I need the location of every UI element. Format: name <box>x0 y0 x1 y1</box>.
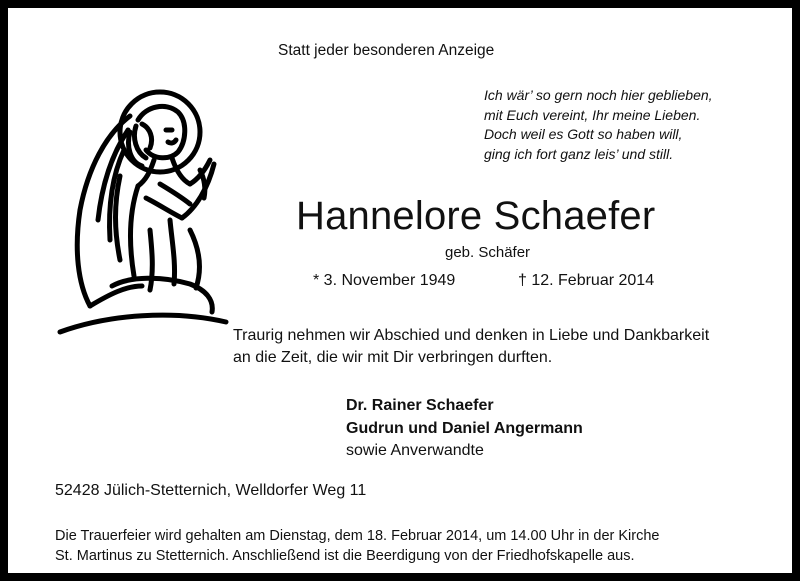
poem-line: Doch weil es Gott so haben will, <box>484 126 683 142</box>
funeral-details <box>55 526 659 566</box>
mourner-name: Dr. Rainer Schaefer <box>346 397 494 414</box>
poem-line: Ich wär’ so gern noch hier geblieben, <box>484 87 713 103</box>
death-date: † 12. Februar 2014 <box>518 272 655 289</box>
notice-header: Statt jeder besonderen Anzeige <box>278 42 495 59</box>
message-line: an die Zeit, die wir mit Dir verbringen durften. <box>233 349 553 366</box>
mourner-relatives: sowie Anverwandte <box>346 442 484 459</box>
poem-line: mit Euch vereint, Ihr meine Lieben. <box>484 106 701 123</box>
mourner-name: Gudrun und Daniel Angermann <box>346 419 583 437</box>
praying-angel-icon <box>50 80 236 345</box>
birth-date: * 3. November 1949 <box>313 272 456 289</box>
address: 52428 Jülich-Stetternich, Welldorfer Weg 11 <box>55 482 367 499</box>
poem-line: ging ich fort ganz leis’ und still. <box>484 145 674 162</box>
message-line: Traurig nehmen wir Abschied und denken in Liebe und Dankbarkeit <box>233 327 710 344</box>
birth-name: geb. Schäfer <box>445 244 531 261</box>
mourning-message <box>233 325 709 369</box>
mourners-list <box>346 395 583 463</box>
funeral-line: St. Martinus zu Stetternich. Anschließend ist die Beerdigung von der Friedhofskapelle aus. <box>55 548 635 564</box>
funeral-line: Die Trauerfeier wird gehalten am Dienstag, dem 18. Februar 2014, um 14.00 Uhr in der Kirche <box>55 528 660 544</box>
poem <box>484 86 713 164</box>
deceased-name: Hannelore Schaefer <box>296 194 656 238</box>
